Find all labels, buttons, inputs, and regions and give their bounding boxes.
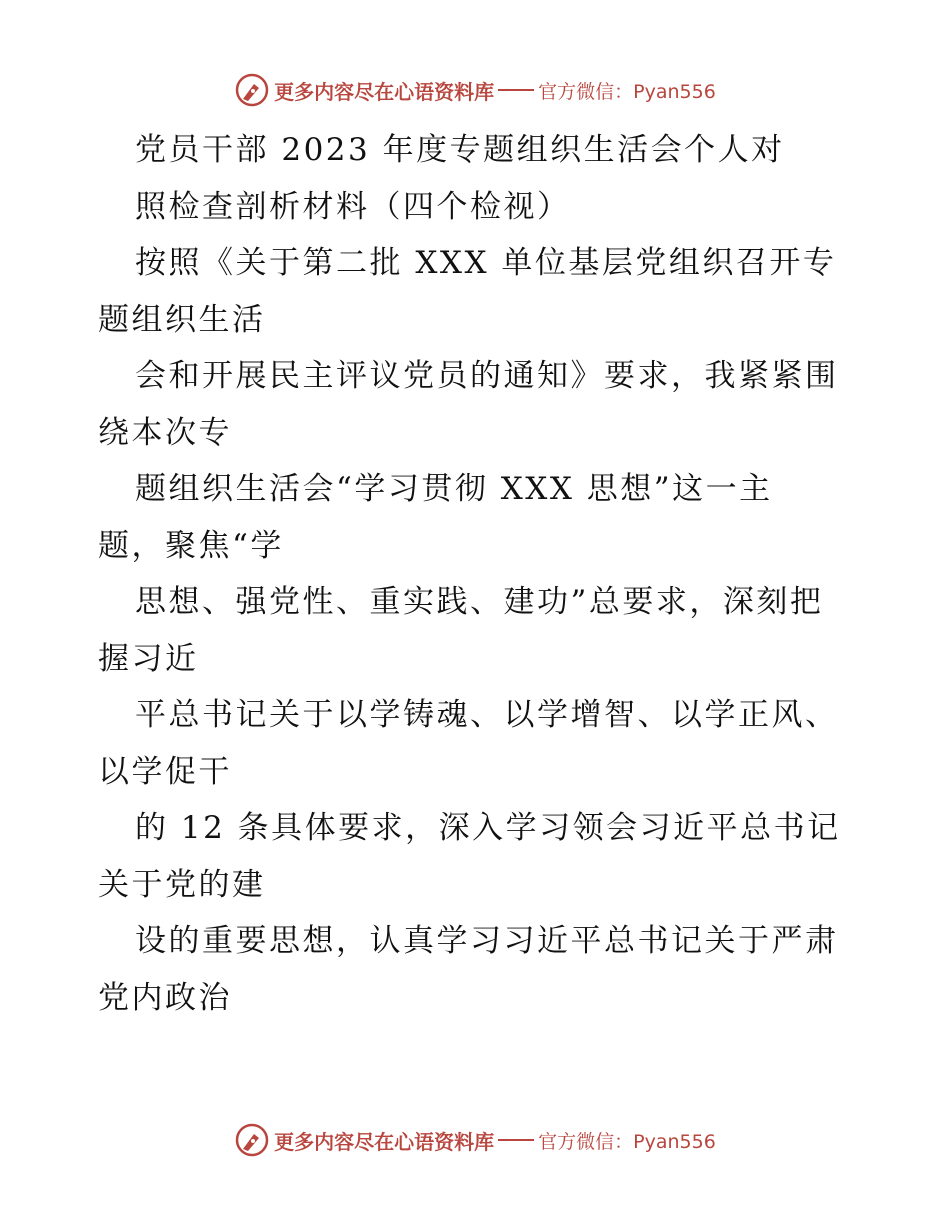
pen-nib-circle-icon (234, 72, 270, 108)
document-line: 握习近 (98, 640, 199, 677)
document-line: 关于党的建 (98, 866, 266, 903)
footer-dash (498, 1139, 534, 1141)
document-line: 题组织生活 (98, 301, 266, 338)
header-banner (0, 70, 950, 110)
footer-banner (0, 1120, 950, 1160)
footer-brand: 更多内容尽在心语资料库 (274, 1129, 495, 1154)
document-line: 题组织生活会“学习贯彻 XXX 思想”这一主 (135, 471, 773, 507)
document-line: 绕本次专 (98, 414, 232, 451)
document-line: 照检查剖析材料（四个检视） (135, 188, 571, 225)
header-wechat: 官方微信：Pyan556 (538, 80, 716, 103)
document-line: 党员干部 2023 年度专题组织生活会个人对 (135, 132, 785, 168)
document-line: 以学促干 (98, 753, 232, 790)
document-line: 设的重要思想，认真学习习近平总书记关于严肃 (135, 923, 839, 959)
document-line: 平总书记关于以学铸魂、以学增智、以学正风、 (135, 697, 839, 733)
footer-wechat: 官方微信：Pyan556 (538, 1130, 716, 1153)
document-line: 会和开展民主评议党员的通知》要求，我紧紧围 (135, 358, 839, 394)
document-body (98, 122, 878, 1026)
document-line: 思想、强党性、重实践、建功”总要求，深刻把 (135, 584, 824, 620)
header-brand: 更多内容尽在心语资料库 (274, 79, 495, 104)
document-line: 按照《关于第二批 XXX 单位基层党组织召开专 (135, 245, 837, 281)
document-line: 的 12 条具体要求，深入学习领会习近平总书记 (135, 810, 841, 846)
pen-nib-circle-icon (234, 1122, 270, 1158)
document-line: 题，聚焦“学 (98, 527, 284, 564)
document-line: 党内政治 (98, 979, 232, 1016)
header-dash (498, 89, 534, 91)
